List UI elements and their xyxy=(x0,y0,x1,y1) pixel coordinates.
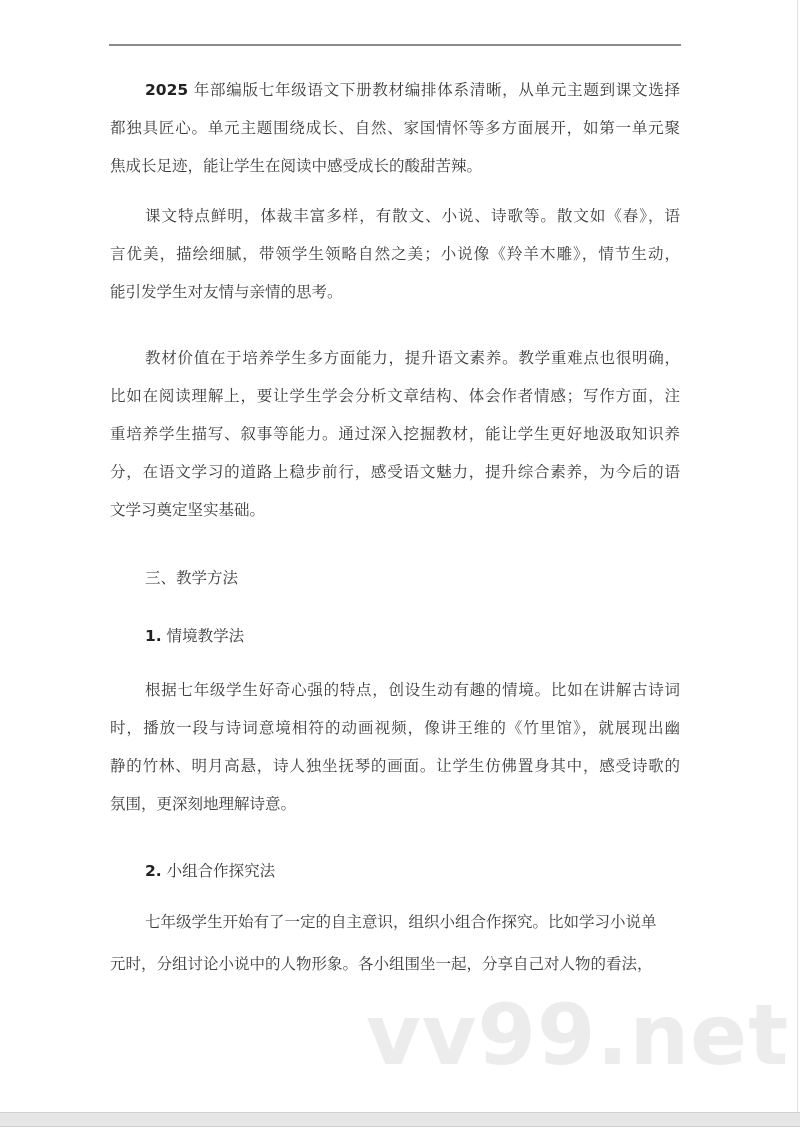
paragraph-line: 分，在语文学习的道路上稳步前行，感受语文魅力，提升综合素养，为今后的语 xyxy=(110,463,680,481)
page-separator xyxy=(0,1112,800,1127)
paragraph-line: 根据七年级学生好奇心强的特点，创设生动有趣的情境。比如在讲解古诗词 xyxy=(145,681,680,699)
paragraph-line: 重培养学生描写、叙事等能力。通过深入挖掘教材，能让学生更好地汲取知识养 xyxy=(110,425,680,443)
year-number: 2025 xyxy=(145,81,189,99)
paragraph-line: 氛围，更深刻地理解诗意。 xyxy=(110,795,297,813)
paragraph-line: 时，播放一段与诗词意境相符的动画视频，像讲王维的《竹里馆》，就展现出幽 xyxy=(110,719,680,737)
line-text: 年部编版七年级语文下册教材编排体系清晰，从单元主题到课文选择 xyxy=(188,81,680,99)
method2-title: 小组合作探究法 xyxy=(161,862,276,880)
watermark: vv99.net xyxy=(366,986,790,1084)
paragraph-line: 七年级学生开始有了一定的自主意识，组织小组合作探究。比如学习小说单 xyxy=(145,913,657,931)
paragraph-line: 焦成长足迹，能让学生在阅读中感受成长的酸甜苦辣。 xyxy=(110,157,483,175)
paragraph-line: 比如在阅读理解上，要让学生学会分析文章结构、体会作者情感；写作方面，注 xyxy=(110,387,680,405)
paragraph-line: 言优美，描绘细腻，带领学生领略自然之美；小说像《羚羊木雕》，情节生动， xyxy=(110,245,680,263)
paragraph-line: 都独具匠心。单元主题围绕成长、自然、家国情怀等多方面展开，如第一单元聚 xyxy=(110,119,680,137)
method2-heading xyxy=(145,861,680,881)
paragraph-line xyxy=(145,80,680,100)
paragraph-line: 能引发学生对友情与亲情的思考。 xyxy=(110,283,343,301)
paragraph-line: 元时，分组讨论小说中的人物形象。各小组围坐一起，分享自己对人物的看法， xyxy=(110,955,653,973)
header-rule xyxy=(109,44,681,46)
method1-title: 情境教学法 xyxy=(161,627,245,645)
paragraph-line: 课文特点鲜明，体裁丰富多样，有散文、小说、诗歌等。散文如《春》，语 xyxy=(145,207,680,225)
paragraph-line: 教材价值在于培养学生多方面能力，提升语文素养。教学重难点也很明确， xyxy=(145,349,680,367)
method1-number: 1. xyxy=(145,627,162,645)
paragraph-line: 静的竹林、明月高悬，诗人独坐抚琴的画面。让学生仿佛置身其中，感受诗歌的 xyxy=(110,757,680,775)
method1-heading xyxy=(145,626,680,646)
method2-number: 2. xyxy=(145,862,162,880)
section-heading: 三、教学方法 xyxy=(145,569,239,587)
paragraph-line: 文学习奠定坚实基础。 xyxy=(110,501,266,519)
